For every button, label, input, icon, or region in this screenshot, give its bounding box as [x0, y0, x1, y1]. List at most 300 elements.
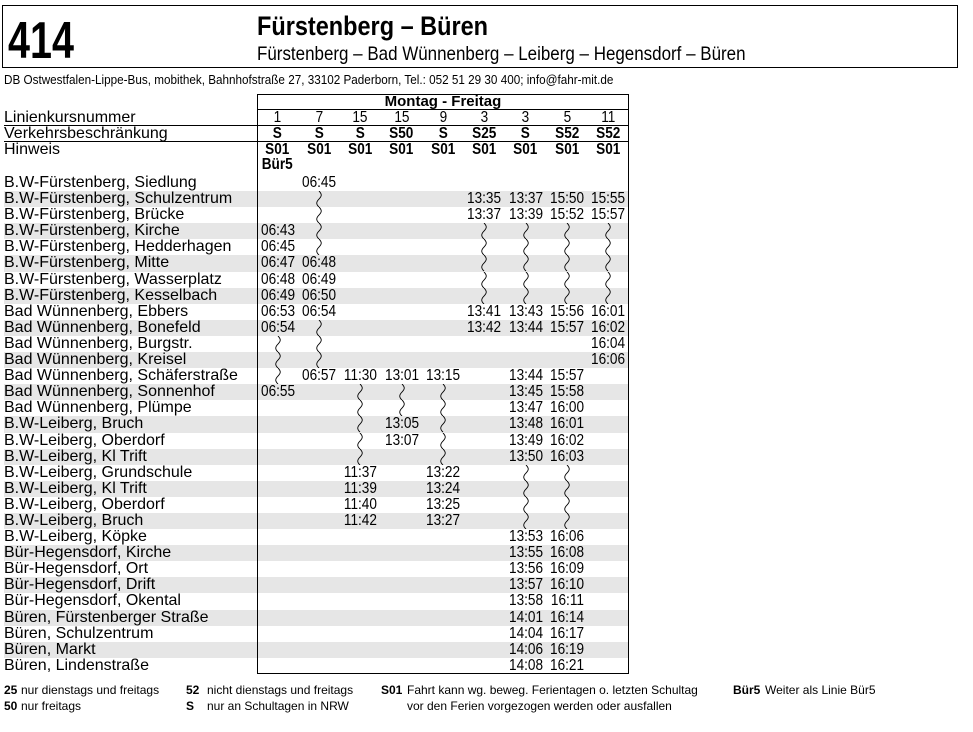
time-cell — [381, 191, 422, 207]
legend-text: nur freitags — [21, 699, 82, 713]
note-cell — [298, 142, 339, 175]
time-cell — [257, 449, 298, 465]
time-cell — [257, 433, 298, 449]
time-cell — [257, 320, 298, 336]
wavy-line-icon — [546, 255, 587, 271]
stop-name: Bad Wünnenberg, Ebbers — [4, 302, 189, 320]
wavy-line-icon — [505, 223, 546, 239]
stop-row — [4, 610, 629, 626]
legend-text: nur dienstags und freitags — [21, 683, 160, 697]
stop-name: Büren, Lindenstraße — [4, 656, 149, 674]
stop-row — [4, 336, 629, 352]
note-code: S01 — [430, 141, 456, 158]
departure-time: 11:30 — [343, 367, 377, 385]
departure-time: 14:06 — [508, 640, 543, 658]
time-cell — [464, 642, 505, 658]
wavy-line-icon — [381, 384, 422, 400]
legend-code: 52 — [186, 683, 200, 697]
time-cell — [588, 513, 629, 529]
time-cell — [505, 545, 546, 561]
wavy-line-icon — [546, 223, 587, 239]
time-cell — [464, 658, 505, 674]
time-cell — [588, 529, 629, 545]
day-header-spacer — [4, 94, 257, 110]
departure-time: 13:49 — [508, 431, 543, 449]
time-cell — [340, 642, 381, 658]
departure-time: 13:27 — [425, 511, 460, 529]
wavy-line-icon — [381, 400, 422, 416]
time-cell — [298, 255, 339, 271]
stop-name: Bad Wünnenberg, Kreisel — [4, 351, 187, 369]
stop-row — [4, 545, 629, 561]
legend-code: 25 — [4, 683, 18, 697]
departure-time: 13:25 — [425, 495, 460, 513]
restriction-code: S — [438, 125, 448, 142]
time-cell — [340, 304, 381, 320]
stop-name: B.W-Fürstenberg, Wasserplatz — [4, 270, 222, 288]
stop-row — [4, 642, 629, 658]
departure-time: 06:55 — [260, 383, 295, 401]
wavy-line-icon — [546, 272, 587, 288]
time-cell — [257, 191, 298, 207]
departure-time: 13:43 — [508, 302, 543, 320]
time-cell — [340, 272, 381, 288]
stop-row — [4, 207, 629, 223]
time-cell — [257, 207, 298, 223]
departure-time: 13:44 — [508, 318, 543, 336]
stop-row — [4, 513, 629, 529]
time-cell — [505, 561, 546, 577]
departure-time: 11:42 — [343, 511, 377, 529]
note-code-continuation: Bür5 — [262, 156, 294, 173]
time-cell — [257, 465, 298, 481]
time-cell — [381, 272, 422, 288]
time-cell — [381, 481, 422, 497]
time-cell — [298, 497, 339, 513]
wavy-line-icon — [546, 497, 587, 513]
restriction-code: S — [521, 125, 531, 142]
wavy-line-icon — [546, 513, 587, 529]
legend-text: nicht dienstags und freitags — [207, 683, 354, 697]
note-code: S01 — [389, 141, 414, 158]
departure-time: 15:57 — [591, 206, 626, 224]
time-cell — [298, 545, 339, 561]
time-cell — [422, 626, 463, 642]
note-row — [4, 142, 629, 175]
stop-name: B.W-Leiberg, Kl Trift — [4, 479, 147, 497]
note-code: S01 — [348, 141, 373, 158]
departure-time: 13:45 — [508, 383, 543, 401]
time-cell — [340, 175, 381, 191]
departure-time: 13:07 — [384, 431, 419, 449]
wavy-line-icon — [340, 400, 381, 416]
time-cell — [257, 110, 298, 125]
time-cell — [257, 497, 298, 513]
time-cell — [505, 400, 546, 416]
wavy-line-icon — [588, 239, 629, 255]
time-cell — [546, 642, 587, 658]
time-cell — [505, 449, 546, 465]
stop-name: Bad Wünnenberg, Schäferstraße — [4, 367, 238, 385]
time-cell — [505, 175, 546, 191]
time-cell — [257, 561, 298, 577]
time-cell — [422, 272, 463, 288]
wavy-line-icon — [505, 481, 546, 497]
timetable — [4, 94, 629, 674]
stop-row — [4, 433, 629, 449]
wavy-line-icon — [464, 288, 505, 304]
time-cell — [422, 288, 463, 304]
wavy-line-icon — [422, 400, 463, 416]
time-cell — [422, 593, 463, 609]
time-cell — [381, 577, 422, 593]
time-cell — [381, 449, 422, 465]
departure-time: 13:37 — [467, 206, 502, 224]
time-cell — [257, 626, 298, 642]
time-cell — [546, 577, 587, 593]
time-cell — [298, 465, 339, 481]
note-label: Hinweis — [4, 141, 61, 158]
stop-row — [4, 626, 629, 642]
legend-code: S01 — [381, 683, 403, 697]
time-cell — [505, 368, 546, 384]
wavy-line-icon — [298, 336, 339, 352]
time-cell — [546, 336, 587, 352]
time-cell — [381, 288, 422, 304]
time-cell — [257, 416, 298, 432]
time-cell — [298, 433, 339, 449]
time-cell — [381, 545, 422, 561]
time-cell — [588, 433, 629, 449]
time-cell — [381, 497, 422, 513]
wavy-line-icon — [422, 433, 463, 449]
time-cell — [340, 545, 381, 561]
time-cell — [422, 110, 463, 125]
time-cell — [464, 545, 505, 561]
time-cell — [464, 513, 505, 529]
time-cell — [464, 191, 505, 207]
trip-number: 5 — [563, 109, 571, 126]
wavy-line-icon — [298, 320, 339, 336]
stop-row — [4, 400, 629, 416]
stop-row — [4, 529, 629, 545]
note-cell — [257, 142, 298, 175]
departure-time: 16:03 — [549, 447, 584, 465]
time-cell — [381, 626, 422, 642]
restriction-code: S — [355, 125, 365, 142]
time-cell — [340, 577, 381, 593]
time-cell — [464, 207, 505, 223]
departure-time: 14:01 — [508, 608, 543, 626]
route-number: 414 — [8, 12, 74, 70]
time-cell — [422, 481, 463, 497]
time-cell — [298, 110, 339, 125]
departure-time: 13:47 — [508, 399, 543, 417]
departure-time: 06:48 — [301, 254, 337, 272]
note-code: S01 — [554, 141, 580, 158]
time-cell — [422, 497, 463, 513]
departure-time: 13:24 — [425, 479, 460, 497]
wavy-line-icon — [464, 272, 505, 288]
wavy-line-icon — [588, 255, 629, 271]
time-cell — [588, 642, 629, 658]
departure-time: 16:17 — [549, 624, 584, 642]
time-cell — [298, 610, 339, 626]
departure-time: 06:45 — [301, 174, 337, 191]
departure-time: 13:57 — [508, 576, 543, 594]
departure-time: 15:57 — [549, 367, 584, 385]
time-cell — [505, 416, 546, 432]
time-cell — [381, 207, 422, 223]
departure-time: 13:39 — [508, 206, 543, 224]
stop-row — [4, 384, 629, 400]
time-cell — [546, 304, 587, 320]
legend-code: Bür5 — [733, 683, 761, 697]
time-cell — [464, 400, 505, 416]
wavy-line-icon — [298, 352, 339, 368]
time-cell — [588, 126, 629, 141]
note-code: S01 — [472, 141, 497, 158]
stop-name: B.W-Leiberg, Köpke — [4, 528, 147, 546]
time-cell — [546, 610, 587, 626]
time-cell — [298, 175, 339, 191]
time-cell — [464, 384, 505, 400]
wavy-line-icon — [257, 368, 298, 384]
departure-time: 13:35 — [467, 190, 502, 208]
time-cell — [340, 320, 381, 336]
departure-time: 06:47 — [260, 254, 295, 272]
time-cell — [340, 223, 381, 239]
time-cell — [257, 175, 298, 191]
time-cell — [505, 529, 546, 545]
time-cell — [505, 642, 546, 658]
departure-time: 06:54 — [301, 302, 337, 320]
stop-row — [4, 368, 629, 384]
note-cell — [422, 142, 463, 175]
wavy-line-icon — [340, 384, 381, 400]
time-cell — [505, 577, 546, 593]
wavy-line-icon — [422, 449, 463, 465]
note-code: S01 — [306, 141, 332, 158]
time-cell — [340, 336, 381, 352]
stop-row — [4, 352, 629, 368]
time-cell — [381, 223, 422, 239]
stop-row — [4, 304, 629, 320]
time-cell — [257, 642, 298, 658]
time-cell — [588, 110, 629, 125]
time-cell — [422, 126, 463, 141]
time-cell — [588, 384, 629, 400]
time-cell — [298, 368, 339, 384]
time-cell — [340, 529, 381, 545]
time-cell — [588, 175, 629, 191]
time-cell — [464, 126, 505, 141]
time-cell — [257, 272, 298, 288]
time-cell — [340, 239, 381, 255]
stop-row — [4, 465, 629, 481]
stop-name: B.W-Leiberg, Oberdorf — [4, 431, 165, 449]
time-cell — [422, 642, 463, 658]
departure-time: 14:08 — [508, 656, 543, 674]
stop-row — [4, 577, 629, 593]
stop-row — [4, 239, 629, 255]
wavy-line-icon — [505, 239, 546, 255]
trip-number-row — [4, 110, 629, 126]
time-cell — [505, 207, 546, 223]
trip-number: 9 — [439, 109, 447, 126]
time-cell — [381, 239, 422, 255]
time-cell — [588, 352, 629, 368]
time-cell — [588, 610, 629, 626]
time-cell — [464, 497, 505, 513]
departure-time: 11:37 — [343, 463, 377, 481]
departure-time: 13:15 — [425, 367, 460, 385]
time-cell — [298, 529, 339, 545]
time-cell — [298, 626, 339, 642]
time-cell — [422, 577, 463, 593]
time-cell — [298, 593, 339, 609]
time-cell — [298, 481, 339, 497]
time-cell — [546, 400, 587, 416]
stop-name: Bür-Hegensdorf, Okental — [4, 592, 181, 610]
time-cell — [381, 465, 422, 481]
time-cell — [422, 239, 463, 255]
time-cell — [381, 320, 422, 336]
time-cell — [464, 529, 505, 545]
note-cell — [381, 142, 422, 175]
time-cell — [588, 577, 629, 593]
wavy-line-icon — [505, 513, 546, 529]
stop-row — [4, 497, 629, 513]
legend-text: Weiter als Linie Bür5 — [765, 683, 876, 697]
time-cell — [298, 272, 339, 288]
time-cell — [340, 593, 381, 609]
wavy-line-icon — [340, 449, 381, 465]
departure-time: 16:19 — [549, 640, 584, 658]
time-cell — [546, 191, 587, 207]
time-cell — [546, 626, 587, 642]
time-cell — [505, 626, 546, 642]
time-cell — [381, 368, 422, 384]
time-cell — [546, 175, 587, 191]
time-cell — [257, 545, 298, 561]
departure-time: 16:02 — [591, 318, 626, 336]
stop-row — [4, 191, 629, 207]
time-cell — [546, 384, 587, 400]
note-code: S01 — [596, 141, 621, 158]
wavy-line-icon — [422, 416, 463, 432]
time-cell — [381, 175, 422, 191]
day-header-row — [4, 94, 629, 110]
time-cell — [257, 610, 298, 626]
time-cell — [340, 497, 381, 513]
wavy-line-icon — [257, 336, 298, 352]
time-cell — [588, 593, 629, 609]
stop-row — [4, 272, 629, 288]
time-cell — [588, 658, 629, 674]
departure-time: 15:52 — [549, 206, 584, 224]
departure-time: 16:14 — [549, 608, 584, 626]
time-cell — [257, 513, 298, 529]
departure-time: 06:49 — [260, 286, 295, 304]
departure-time: 16:06 — [549, 528, 584, 546]
time-cell — [464, 561, 505, 577]
stop-name: Büren, Schulzentrum — [4, 624, 154, 642]
time-cell — [340, 513, 381, 529]
time-cell — [422, 610, 463, 626]
stop-name: B.W-Fürstenberg, Hedderhagen — [4, 238, 232, 256]
time-cell — [464, 352, 505, 368]
time-cell — [422, 191, 463, 207]
stop-name: Bad Wünnenberg, Burgstr. — [4, 334, 193, 352]
time-cell — [340, 481, 381, 497]
time-cell — [340, 191, 381, 207]
time-cell — [340, 288, 381, 304]
wavy-line-icon — [298, 207, 339, 223]
time-cell — [422, 207, 463, 223]
time-cell — [298, 126, 339, 141]
time-cell — [340, 610, 381, 626]
departure-time: 06:45 — [260, 238, 295, 256]
departure-time: 16:11 — [550, 592, 584, 610]
time-cell — [422, 255, 463, 271]
stop-name: Büren, Markt — [4, 640, 96, 658]
time-cell — [505, 433, 546, 449]
time-cell — [422, 465, 463, 481]
departure-time: 06:43 — [260, 222, 295, 240]
time-cell — [298, 561, 339, 577]
departure-time: 13:37 — [508, 190, 543, 208]
time-cell — [546, 416, 587, 432]
wavy-line-icon — [464, 255, 505, 271]
time-cell — [381, 255, 422, 271]
time-cell — [381, 561, 422, 577]
time-cell — [464, 433, 505, 449]
time-cell — [505, 191, 546, 207]
time-cell — [588, 191, 629, 207]
restriction-code: S52 — [596, 125, 621, 142]
restriction-code: S — [273, 125, 283, 142]
note-cell — [340, 142, 381, 175]
time-cell — [381, 336, 422, 352]
time-cell — [257, 288, 298, 304]
time-cell — [422, 561, 463, 577]
time-cell — [422, 352, 463, 368]
time-cell — [298, 658, 339, 674]
wavy-line-icon — [505, 465, 546, 481]
stop-row — [4, 416, 629, 432]
wavy-line-icon — [588, 288, 629, 304]
departure-time: 11:39 — [343, 479, 377, 497]
time-cell — [588, 320, 629, 336]
time-cell — [340, 465, 381, 481]
time-cell — [464, 416, 505, 432]
legend-text-continued: vor den Ferien vorgezogen werden oder ausfallen — [407, 699, 672, 713]
departure-time: 13:41 — [467, 302, 502, 320]
departure-time: 16:10 — [549, 576, 584, 594]
time-cell — [464, 577, 505, 593]
stop-row — [4, 449, 629, 465]
departure-time: 06:48 — [260, 270, 295, 288]
note-code: S01 — [513, 141, 538, 158]
time-cell — [298, 513, 339, 529]
time-cell — [422, 368, 463, 384]
wavy-line-icon — [257, 352, 298, 368]
stop-name: Bad Wünnenberg, Plümpe — [4, 399, 192, 417]
time-cell — [381, 126, 422, 141]
wavy-line-icon — [298, 223, 339, 239]
departure-time: 13:50 — [508, 447, 543, 465]
